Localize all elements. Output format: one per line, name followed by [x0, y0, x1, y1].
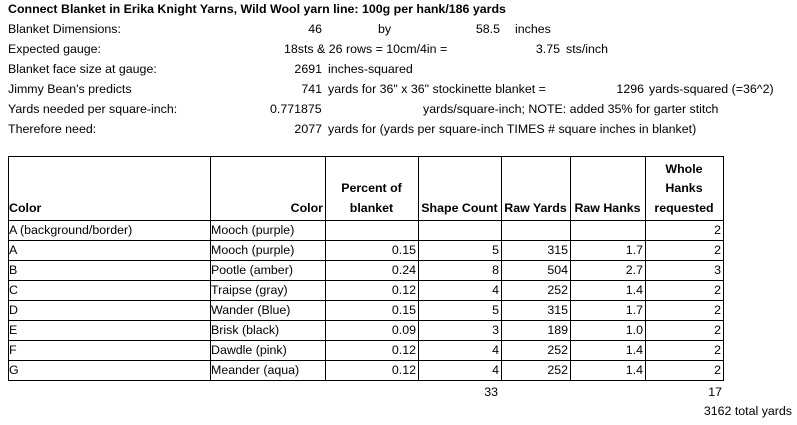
predicts-yards: 741 [301, 82, 322, 96]
table-header-cell: Raw Yards [504, 200, 567, 215]
table-row-border [8, 300, 724, 301]
table-header-cell: Color [290, 200, 323, 215]
table-cell-hanks: 1.4 [625, 283, 643, 297]
table-cell-hanks: 1.0 [625, 323, 643, 337]
table-cell-shapes [420, 223, 499, 238]
page-title: Connect Blanket in Erika Knight Yarns, Wild Wool yarn line: 100g per hank/186 yards [8, 2, 506, 16]
table-cell-percent: 0.12 [391, 283, 416, 297]
predicts-desc: yards for 36" x 36" stockinette blanket = [328, 82, 546, 96]
predicts-label: Jimmy Bean's predicts [8, 82, 132, 96]
gauge-value: 3.75 [535, 42, 560, 56]
table-cell-hanks [572, 223, 643, 238]
dimensions-label: Blanket Dimensions: [8, 22, 121, 36]
table-cell-whole: 2 [714, 303, 721, 317]
total-shape-count: 33 [484, 385, 498, 399]
table-cell-hanks: 1.4 [625, 363, 643, 377]
table-cell-name: Mooch (purple) [211, 223, 295, 237]
table-cell-name: Brisk (black) [211, 323, 280, 337]
table-row-border [8, 280, 724, 281]
table-col-border [501, 156, 502, 381]
table-row-border [8, 260, 724, 261]
grand-total-yards: 3162 total yards [703, 404, 792, 418]
yards-per-sqin-label: Yards needed per square-inch: [8, 102, 178, 116]
therefore-label: Therefore need: [8, 122, 97, 136]
table-cell-hanks: 1.7 [625, 243, 643, 257]
table-cell-id: A [9, 243, 18, 257]
table-header-cell: Whole Hanks requested [654, 161, 714, 215]
table-cell-percent [327, 223, 416, 238]
table-col-border [645, 156, 646, 381]
table-header-cell: Raw Hanks [574, 200, 641, 215]
table-cell-percent: 0.15 [391, 303, 416, 317]
table-cell-percent: 0.15 [391, 243, 416, 257]
table-row-border [8, 340, 724, 341]
table-cell-hanks: 2.7 [625, 263, 643, 277]
table-cell-yards [503, 223, 568, 238]
yards-per-sqin-value: 0.771875 [270, 102, 322, 116]
table-cell-id: D [9, 303, 18, 317]
dimensions-width: 46 [308, 22, 322, 36]
therefore-value: 2077 [294, 122, 322, 136]
dimensions-by: by [378, 22, 392, 36]
table-cell-id: C [9, 283, 18, 297]
predicts-area: 1296 [616, 82, 644, 96]
table-row-border [8, 320, 724, 321]
table-cell-yards: 504 [547, 263, 568, 277]
table-cell-id: F [9, 343, 17, 357]
table-cell-yards: 252 [547, 343, 568, 357]
table-cell-yards: 189 [547, 323, 568, 337]
dimensions-unit: inches [515, 22, 551, 36]
face-size-label: Blanket face size at gauge: [8, 62, 157, 76]
table-col-border [723, 156, 724, 381]
face-size-unit: inches-squared [328, 62, 413, 76]
predicts-area-unit: yards-squared (=36^2) [649, 82, 774, 96]
table-cell-shapes: 3 [492, 323, 499, 337]
table-col-border [325, 156, 326, 381]
table-cell-yards: 315 [547, 303, 568, 317]
table-cell-shapes: 4 [492, 283, 499, 297]
table-header-cell: Color [9, 200, 42, 215]
table-cell-percent: 0.24 [391, 263, 416, 277]
table-cell-yards: 252 [547, 363, 568, 377]
table-cell-whole: 2 [714, 283, 721, 297]
table-cell-shapes: 5 [492, 303, 499, 317]
table-cell-whole: 2 [714, 343, 721, 357]
table-cell-percent: 0.12 [391, 343, 416, 357]
table-cell-shapes: 4 [492, 343, 499, 357]
table-cell-whole: 2 [714, 223, 721, 237]
table-cell-id: A (background/border) [9, 223, 133, 237]
table-row-border [8, 240, 724, 241]
dimensions-length: 58.5 [475, 22, 500, 36]
table-col-border [570, 156, 571, 381]
total-whole-hanks: 17 [708, 385, 722, 399]
yards-per-sqin-note: yards/square-inch; NOTE: added 35% for garter stitch [423, 102, 719, 116]
gauge-unit: sts/inch [566, 42, 609, 56]
table-row-border [8, 380, 724, 381]
gauge-label: Expected gauge: [8, 42, 102, 56]
table-cell-whole: 3 [714, 263, 721, 277]
table-header-cell: Shape Count [421, 200, 498, 215]
table-cell-yards: 252 [547, 283, 568, 297]
table-cell-hanks: 1.7 [625, 303, 643, 317]
table-cell-shapes: 5 [492, 243, 499, 257]
gauge-formula: 18sts & 26 rows = 10cm/4in = [284, 42, 448, 56]
table-cell-hanks: 1.4 [625, 343, 643, 357]
table-cell-name: Traipse (gray) [211, 283, 288, 297]
table-header-cell: Percent of blanket [341, 181, 402, 215]
face-size-value: 2691 [294, 62, 322, 76]
table-cell-whole: 2 [714, 243, 721, 257]
therefore-desc: yards for (yards per square-inch TIMES # square inches in blanket) [328, 122, 697, 136]
table-cell-percent: 0.09 [391, 323, 416, 337]
table-cell-yards: 315 [547, 243, 568, 257]
table-row-border [8, 220, 724, 221]
table-cell-percent: 0.12 [391, 363, 416, 377]
table-cell-id: B [9, 263, 18, 277]
table-row-border [8, 360, 724, 361]
table-cell-name: Pootle (amber) [211, 263, 293, 277]
table-cell-shapes: 8 [492, 263, 499, 277]
table-cell-id: E [9, 323, 18, 337]
table-col-border [418, 156, 419, 381]
table-cell-whole: 2 [714, 363, 721, 377]
table-cell-name: Dawdle (pink) [211, 343, 287, 357]
table-cell-id: G [9, 363, 19, 377]
table-cell-shapes: 4 [492, 363, 499, 377]
table-row-border [8, 156, 724, 157]
table-cell-whole: 2 [714, 323, 721, 337]
table-cell-name: Wander (Blue) [211, 303, 291, 317]
table-cell-name: Mooch (purple) [211, 243, 295, 257]
table-cell-name: Meander (aqua) [211, 363, 300, 377]
